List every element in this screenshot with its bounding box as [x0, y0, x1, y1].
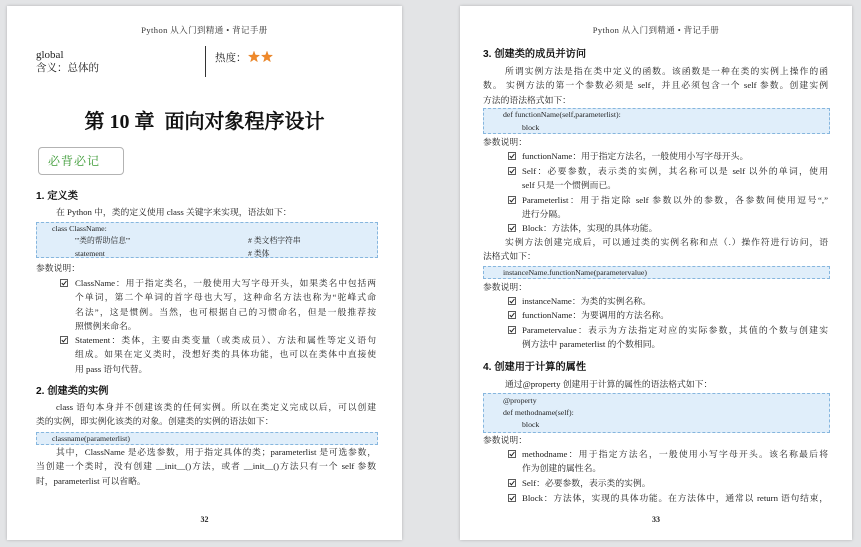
text-line: instanceName：为类的实例名称。	[522, 296, 651, 306]
checkbox-checked-icon	[508, 494, 516, 502]
param-item	[522, 221, 828, 235]
checkbox-checked-icon	[508, 450, 516, 458]
must-remember-box	[38, 147, 124, 175]
text-line: 参数说明：	[483, 435, 527, 445]
vocab-divider	[205, 46, 206, 77]
code-line: classname(parameterlist)	[52, 434, 130, 443]
heat-stars	[248, 51, 274, 68]
code-block	[36, 222, 378, 258]
params-label	[483, 433, 828, 447]
text-line: 类的实例，即实例化该类的对象。创建类的实例的语法如下：	[36, 416, 274, 427]
text-line: functionName：为要调用的方法名称。	[522, 310, 670, 320]
checkbox-checked-icon	[508, 196, 516, 204]
page-number: 32	[200, 515, 209, 524]
code-line: @property	[503, 395, 537, 405]
text-line: Statement：类体，主要由类变量（或类成员）、方法和属性等定义语句	[75, 335, 376, 345]
code-block	[483, 266, 830, 279]
checkbox-checked-icon	[508, 326, 516, 334]
checkbox-checked-icon	[508, 152, 516, 160]
params-label	[36, 261, 376, 275]
checkbox-checked-icon	[508, 224, 516, 232]
must-remember-label: 必背必记	[48, 154, 101, 168]
text-line: Block：方法体，实现的具体功能。在方法体中，通常以 return 语句结束，	[522, 493, 828, 503]
section-title: 1. 定义类	[36, 191, 78, 202]
checkbox-checked-icon	[60, 279, 68, 287]
text-line: 实例方法创建完成后，可以通过类的实例名称和点（.）操作符进行访问，语	[505, 237, 828, 247]
text-line: 数。 实例方法的第一个参数必须是 self，并且必须包含一个 self 参数。创建实例	[483, 80, 828, 91]
param-item	[522, 193, 828, 222]
text-line: 个单词，第二个单词的首字母也大写，这种命名方法也称为“驼峰式命	[75, 292, 376, 303]
param-item	[75, 333, 376, 376]
params-label	[483, 135, 828, 149]
param-item	[522, 476, 828, 490]
text-line: 时，parameterlist 可以省略。	[36, 475, 146, 486]
text-line: functionName：用于指定方法名，一般使用小写字母开头。	[522, 151, 749, 161]
param-item	[522, 164, 828, 193]
paragraph	[483, 235, 828, 264]
checkbox-checked-icon	[508, 479, 516, 487]
param-item	[75, 276, 376, 334]
text-line: 进行分隔。	[522, 209, 566, 220]
checkbox-checked-icon	[508, 311, 516, 319]
code-line: block	[522, 122, 540, 132]
text-line: Self：必要参数，表示类的实例。	[522, 478, 651, 488]
text-line: 参数说明：	[483, 137, 527, 147]
code-comment: # 类体	[248, 248, 270, 258]
code-line: '''类的帮助信息'''	[75, 236, 131, 246]
text-line: 参数说明：	[483, 282, 527, 292]
code-line: statement	[75, 248, 105, 258]
param-item	[522, 447, 828, 476]
paragraph	[36, 400, 376, 429]
checkbox-checked-icon	[508, 297, 516, 305]
code-block	[483, 393, 830, 433]
code-line: block	[522, 420, 540, 430]
checkbox-checked-icon	[508, 167, 516, 175]
code-block	[483, 108, 830, 134]
text-line: 通过@property 创建用于计算的属性的语法格式如下：	[505, 379, 713, 389]
right-page	[460, 6, 852, 540]
code-comment: # 类文档字符串	[248, 236, 301, 246]
paragraph	[483, 64, 828, 107]
text-line: Block：方法体，实现的具体功能。	[522, 223, 658, 233]
text-line: 其中，ClassName 是必选参数，用于指定具体的类；parameterlist 是可选参数，	[56, 447, 376, 457]
text-line: self 只是一个惯例而已。	[522, 180, 617, 191]
paragraph	[483, 377, 828, 391]
text-line: 法格式如下：	[483, 251, 536, 262]
param-item	[522, 491, 828, 505]
text-line: 用 pass 语句代替。	[75, 363, 148, 374]
chapter-title: 第 10 章 面向对象程序设计	[84, 111, 325, 133]
text-line: 参数说明：	[36, 263, 80, 273]
paragraph	[36, 205, 376, 219]
text-line: methodname：用于指定方法名，一般使用小写字母开头。该名称最后将	[522, 449, 828, 459]
page-number: 33	[652, 515, 660, 524]
code-line: def methodname(self):	[503, 407, 574, 417]
section-title: 3. 创建类的成员并访问	[483, 49, 587, 60]
section-title: 2. 创建类的实例	[36, 386, 109, 397]
text-line: 照惯例来命名。	[75, 321, 137, 332]
code-block	[36, 432, 378, 445]
star-icon	[261, 51, 273, 63]
text-line: Parametervalue：表示为方法指定对应的实际参数，其值的个数与创建实	[522, 325, 828, 335]
params-label	[483, 280, 828, 294]
code-line: def functionName(self,parameterlist):	[503, 110, 621, 119]
heat-rating	[215, 51, 274, 68]
text-line: 在 Python 中，类的定义使用 class 关键字来实现，语法如下：	[56, 207, 292, 217]
param-item	[522, 323, 828, 352]
section-title: 4. 创建用于计算的属性	[483, 362, 587, 373]
checkbox-checked-icon	[60, 336, 68, 344]
code-line: class ClassName:	[52, 224, 107, 233]
page-header: Python 从入门到精通 • 背记手册	[141, 25, 268, 35]
text-line: 当创建一个类时，没有创建 __init__()方法，或者 __init__()方法只有一个 self 参数	[36, 461, 376, 472]
paragraph	[36, 445, 376, 488]
text-line: 所谓实例方法是指在类中定义的函数。该函数是一种在类的实例上操作的函	[505, 66, 828, 76]
text-line: 例方法中 parameterlist 的个数相同。	[522, 339, 661, 350]
vocab-meaning: 含义：总体的	[36, 63, 99, 74]
text-line: class 语句本身并不创建该类的任何实例。所以在类定义完成以后，可以创建	[56, 402, 376, 412]
text-line: ClassName：用于指定类名，一般使用大写字母开头，如果类名中包括两	[75, 278, 376, 288]
star-icon	[248, 51, 260, 63]
param-item	[522, 149, 828, 163]
text-line: Parameterlist：用于指定除 self 参数以外的参数，各参数间使用逗号“,”	[522, 195, 828, 205]
text-line: 名法”，这是惯例。当然，也可根据自己的习惯命名，但是一般推荐按	[75, 306, 376, 317]
text-line: 组成。如果在定义类时，没想好类的具体功能，也可以在类体中直接使	[75, 349, 376, 360]
heat-label: 热度：	[215, 53, 247, 64]
text-line: Self：必要参数，表示类的实例，其名称可以是 self 以外的单词，使用	[522, 166, 828, 176]
text-line: 方法的语法格式如下：	[483, 94, 571, 105]
vocab-word: global	[36, 49, 64, 61]
text-line: 作为创建的属性名。	[522, 463, 602, 474]
param-item	[522, 308, 828, 322]
left-page	[7, 6, 402, 540]
code-line: instanceName.functionName(parametervalue)	[503, 268, 647, 277]
page-header: Python 从入门到精通 • 背记手册	[592, 25, 720, 35]
param-item	[522, 294, 828, 308]
